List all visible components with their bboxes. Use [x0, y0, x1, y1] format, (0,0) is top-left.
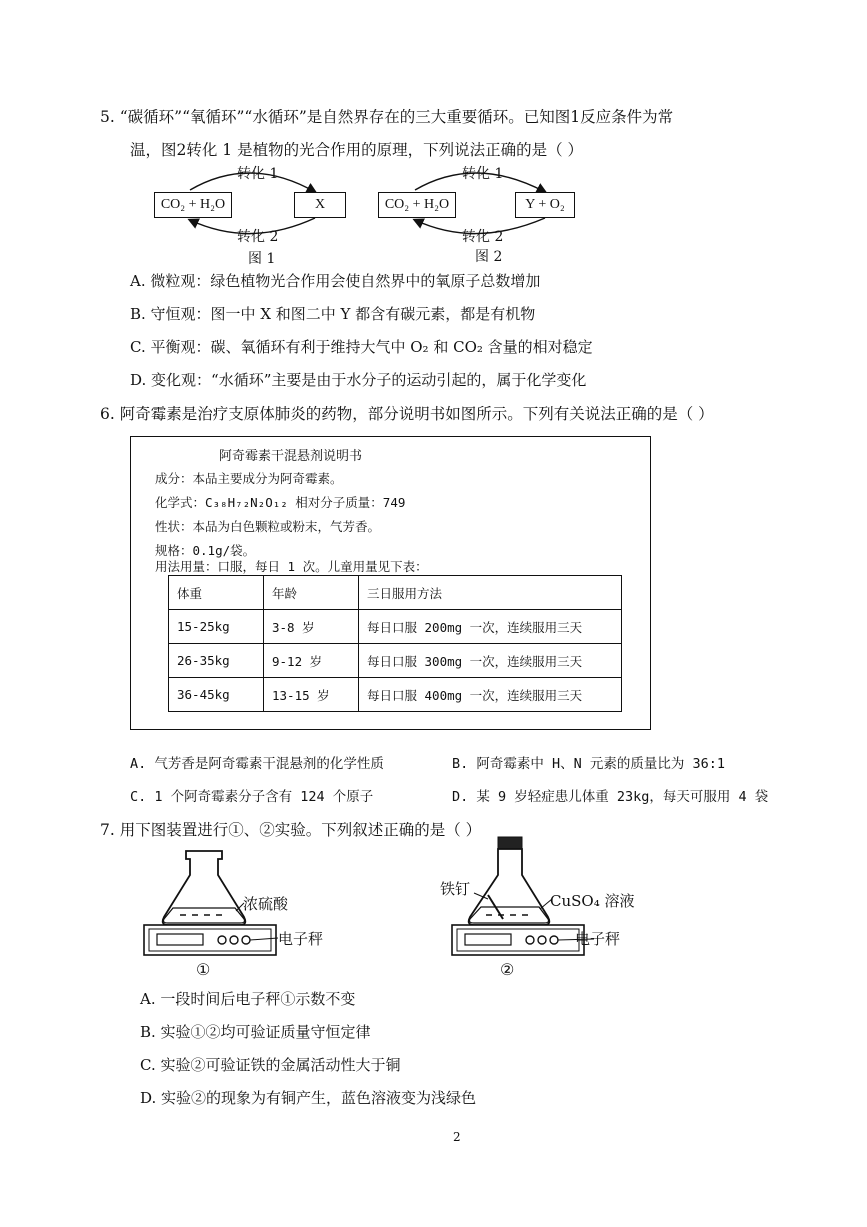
q6-option-b: B. 阿奇霉素中 H、N 元素的质量比为 36:1 — [452, 756, 726, 772]
table-row — [169, 610, 622, 644]
table-header-method: 三日服用方法 — [359, 576, 622, 610]
table-cell: 每日口服 300mg 一次，连续服用三天 — [359, 644, 622, 678]
leaflet-usage: 用法用量：口服，每日 1 次。儿童用量见下表： — [155, 559, 428, 574]
dosage-table — [168, 575, 622, 712]
table-cell: 26-35kg — [169, 644, 264, 678]
experiment-1-liquid-label: 浓硫酸 — [243, 895, 289, 913]
table-row — [169, 644, 622, 678]
q7-option-a: A. 一段时间后电子秤①示数不变 — [140, 990, 356, 1008]
table-cell: 每日口服 200mg 一次，连续服用三天 — [359, 610, 622, 644]
table-cell: 15-25kg — [169, 610, 264, 644]
figure-1-top-label: 转化 1 — [237, 166, 279, 182]
figure-1-right-box: X — [294, 192, 346, 218]
table-header-weight: 体重 — [169, 576, 264, 610]
experiment-1-caption: ① — [196, 960, 211, 979]
table-cell: 每日口服 400mg 一次，连续服用三天 — [359, 678, 622, 712]
table-header-age: 年龄 — [264, 576, 359, 610]
figure-1-left-box: CO₂ + H₂O — [154, 192, 232, 218]
figure-1-caption: 图 1 — [248, 251, 276, 267]
q7-option-b: B. 实验①②均可验证质量守恒定律 — [140, 1023, 371, 1041]
q6-stem: 6. 阿奇霉素是治疗支原体肺炎的药物，部分说明书如图所示。下列有关说法正确的是（ ） — [100, 405, 714, 423]
leaflet-spec: 规格：0.1g/袋。 — [155, 543, 256, 558]
medicine-leaflet — [130, 436, 651, 730]
experiment-2-liquid-label: CuSO₄ 溶液 — [550, 892, 635, 910]
table-header-row — [169, 576, 622, 610]
q7-option-d: D. 实验②的现象为有铜产生，蓝色溶液变为浅绿色 — [140, 1089, 477, 1107]
table-cell: 3-8 岁 — [264, 610, 359, 644]
leaflet-title: 阿奇霉素干混悬剂说明书 — [219, 449, 363, 464]
figure-2-caption: 图 2 — [475, 249, 503, 265]
experiment-2-nail-label: 铁钉 — [440, 880, 471, 898]
q5-stem-line1: 5. “碳循环”“氧循环”“水循环”是自然界存在的三大重要循环。已知图1反应条件为常 — [100, 108, 674, 126]
table-cell: 9-12 岁 — [264, 644, 359, 678]
q5-stem-line2: 温，图2转化 1 是植物的光合作用的原理，下列说法正确的是（ ） — [130, 141, 584, 159]
q6-option-c: C. 1 个阿奇霉素分子含有 124 个原子 — [130, 789, 374, 805]
figure-2-top-label: 转化 1 — [462, 166, 504, 182]
figure-2-left-box: CO₂ + H₂O — [378, 192, 456, 218]
leaflet-formula: 化学式：C₃₈H₇₂N₂O₁₂ 相对分子质量：749 — [155, 495, 406, 510]
table-row — [169, 678, 622, 712]
page-number: 2 — [453, 1130, 461, 1144]
q5-option-c: C. 平衡观：碳、氧循环有利于维持大气中 O₂ 和 CO₂ 含量的相对稳定 — [130, 338, 593, 356]
leaflet-appearance: 性状：本品为白色颗粒或粉末，气芳香。 — [155, 519, 381, 534]
q6-option-a: A. 气芳香是阿奇霉素干混悬剂的化学性质 — [130, 756, 384, 772]
table-cell: 36-45kg — [169, 678, 264, 712]
experiment-2-caption: ② — [500, 960, 515, 979]
leaflet-ingredient: 成分：本品主要成分为阿奇霉素。 — [155, 471, 343, 486]
q7-stem: 7. 用下图装置进行①、②实验。下列叙述正确的是（ ） — [100, 821, 482, 839]
figure-2-bottom-label: 转化 2 — [462, 229, 504, 245]
figure-1-bottom-label: 转化 2 — [237, 229, 279, 245]
q5-option-a: A. 微粒观：绿色植物光合作用会使自然界中的氧原子总数增加 — [130, 272, 541, 290]
experiment-2-scale-label: 电子秤 — [575, 930, 621, 948]
q5-option-b: B. 守恒观：图一中 X 和图二中 Y 都含有碳元素，都是有机物 — [130, 305, 536, 323]
q6-option-d: D. 某 9 岁轻症患儿体重 23kg，每天可服用 4 袋 — [452, 789, 769, 805]
q5-option-d: D. 变化观：“水循环”主要是由于水分子的运动引起的，属于化学变化 — [130, 371, 587, 389]
experiment-1-scale-label: 电子秤 — [278, 930, 324, 948]
q7-option-c: C. 实验②可验证铁的金属活动性大于铜 — [140, 1056, 401, 1074]
figure-2-right-box: Y + O₂ — [515, 192, 575, 218]
table-cell: 13-15 岁 — [264, 678, 359, 712]
